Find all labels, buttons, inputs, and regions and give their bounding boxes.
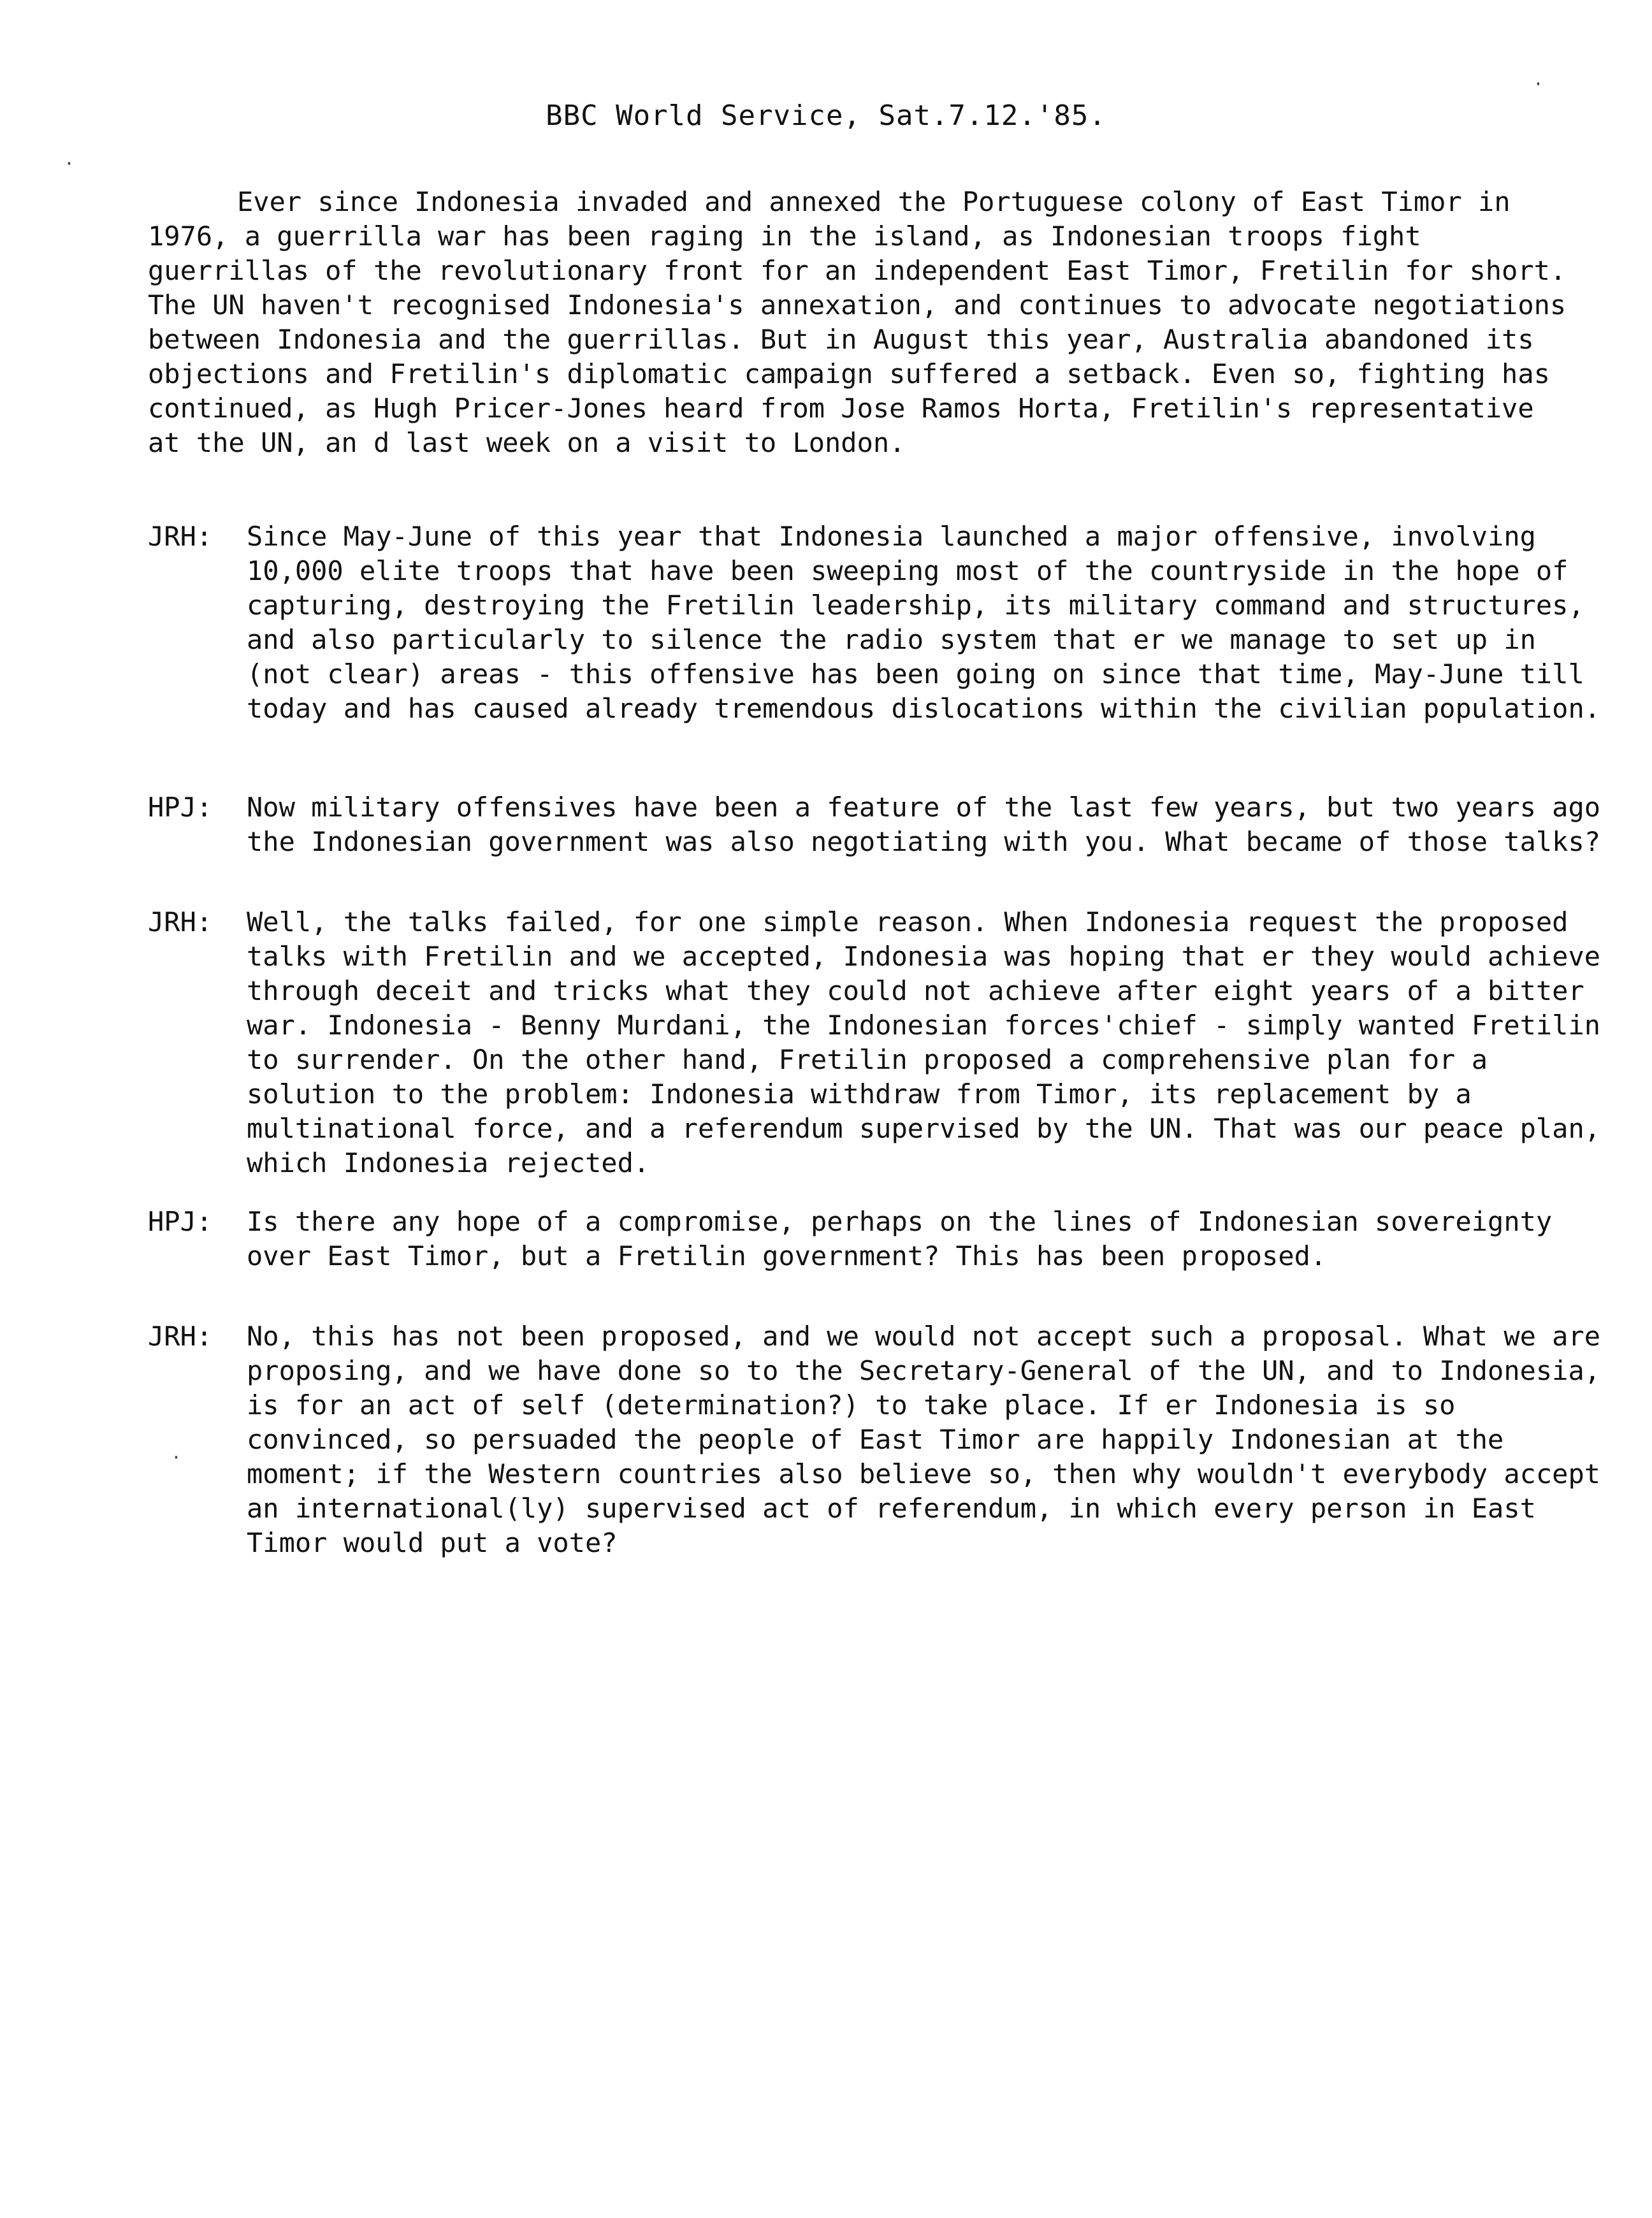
transcript-turn xyxy=(148,1205,1614,1273)
stray-mark: · xyxy=(171,1447,182,1468)
speech-text: Since May-June of this year that Indonesia launched a major offensive, involving 10,000 elite troops that have been sweeping most of the countryside in the hope of capturing, destroying the Fretilin leadership, its military command and structures, and also particularly to silence the radio system that er we manage to set up in (not clear) areas - this offensive has been going on since that time, May-June till today and has caused already tremendous dislocations within the civilian population. xyxy=(247,521,1601,724)
stray-mark: · xyxy=(64,153,75,174)
transcript-turn xyxy=(148,790,1614,859)
stray-mark: · xyxy=(1533,73,1544,94)
document-title: BBC World Service, Sat.7.12.'85. xyxy=(546,99,1106,132)
speaker-label: JRH: xyxy=(148,1321,213,1352)
speaker-label: JRH: xyxy=(148,906,213,938)
speaker-label: JRH: xyxy=(148,521,213,552)
speaker-label: HPJ: xyxy=(148,1206,213,1237)
intro-paragraph: Ever since Indonesia invaded and annexed the Portuguese colony of East Timor in 1976, a guerrilla war has been raging in the island, as Indonesian troops fight guerrillas of the revolutionary front for an independent East Timor, Fretilin for short. The UN haven't recognised Indonesia's annexation, and continues to advocate negotiations between Indonesia and the guerrillas. But in August this year, Australia abandoned its objections and Fretilin's diplomatic campaign suffered a setback. Even so, fighting has continued, as Hugh Pricer-Jones heard from Jose Ramos Horta, Fretilin's representative at the UN, an d last week on a visit to London. xyxy=(148,186,1567,458)
speech-text: Is there any hope of a compromise, perhaps on the lines of Indonesian sovereignty over East Timor, but a Fretilin government? This has been proposed. xyxy=(247,1206,1553,1272)
speech-text: No, this has not been proposed, and we would not accept such a proposal. What we are proposing, and we have done so to the Secretary-General of the UN, and to Indonesia, is for an act of self (determination?) to take place. If er Indonesia is so convinced, so persuaded the people of East Timor are happily Indonesian at the moment; if the Western countries also believe so, then why wouldn't everybody accept an international(ly) supervised act of referendum, in which every person in East Timor would put a vote? xyxy=(247,1321,1601,1558)
speech-text: Well, the talks failed, for one simple reason. When Indonesia request the proposed talks with Fretilin and we accepted, Indonesia was hoping that er they would achieve through deceit and tricks what they could not achieve after eight years of a bitter war. Indonesia - Benny Murdani, the Indonesian forces'chief - simply wanted Fretilin to surrender. On the other hand, Fretilin proposed a comprehensive plan for a solution to the problem: Indonesia withdraw from Timor, its replacement by a multinational force, and a referendum supervised by the UN. That was our peace plan, which Indonesia rejected. xyxy=(247,906,1601,1178)
speaker-label: HPJ: xyxy=(148,792,213,823)
transcript-turn xyxy=(148,905,1614,1180)
transcript-turn xyxy=(148,1319,1614,1560)
transcript-turn xyxy=(148,519,1614,726)
speech-text: Now military offensives have been a feature of the last few years, but two years ago the Indonesian government was also negotiating with you. What became of those talks? xyxy=(247,792,1601,857)
